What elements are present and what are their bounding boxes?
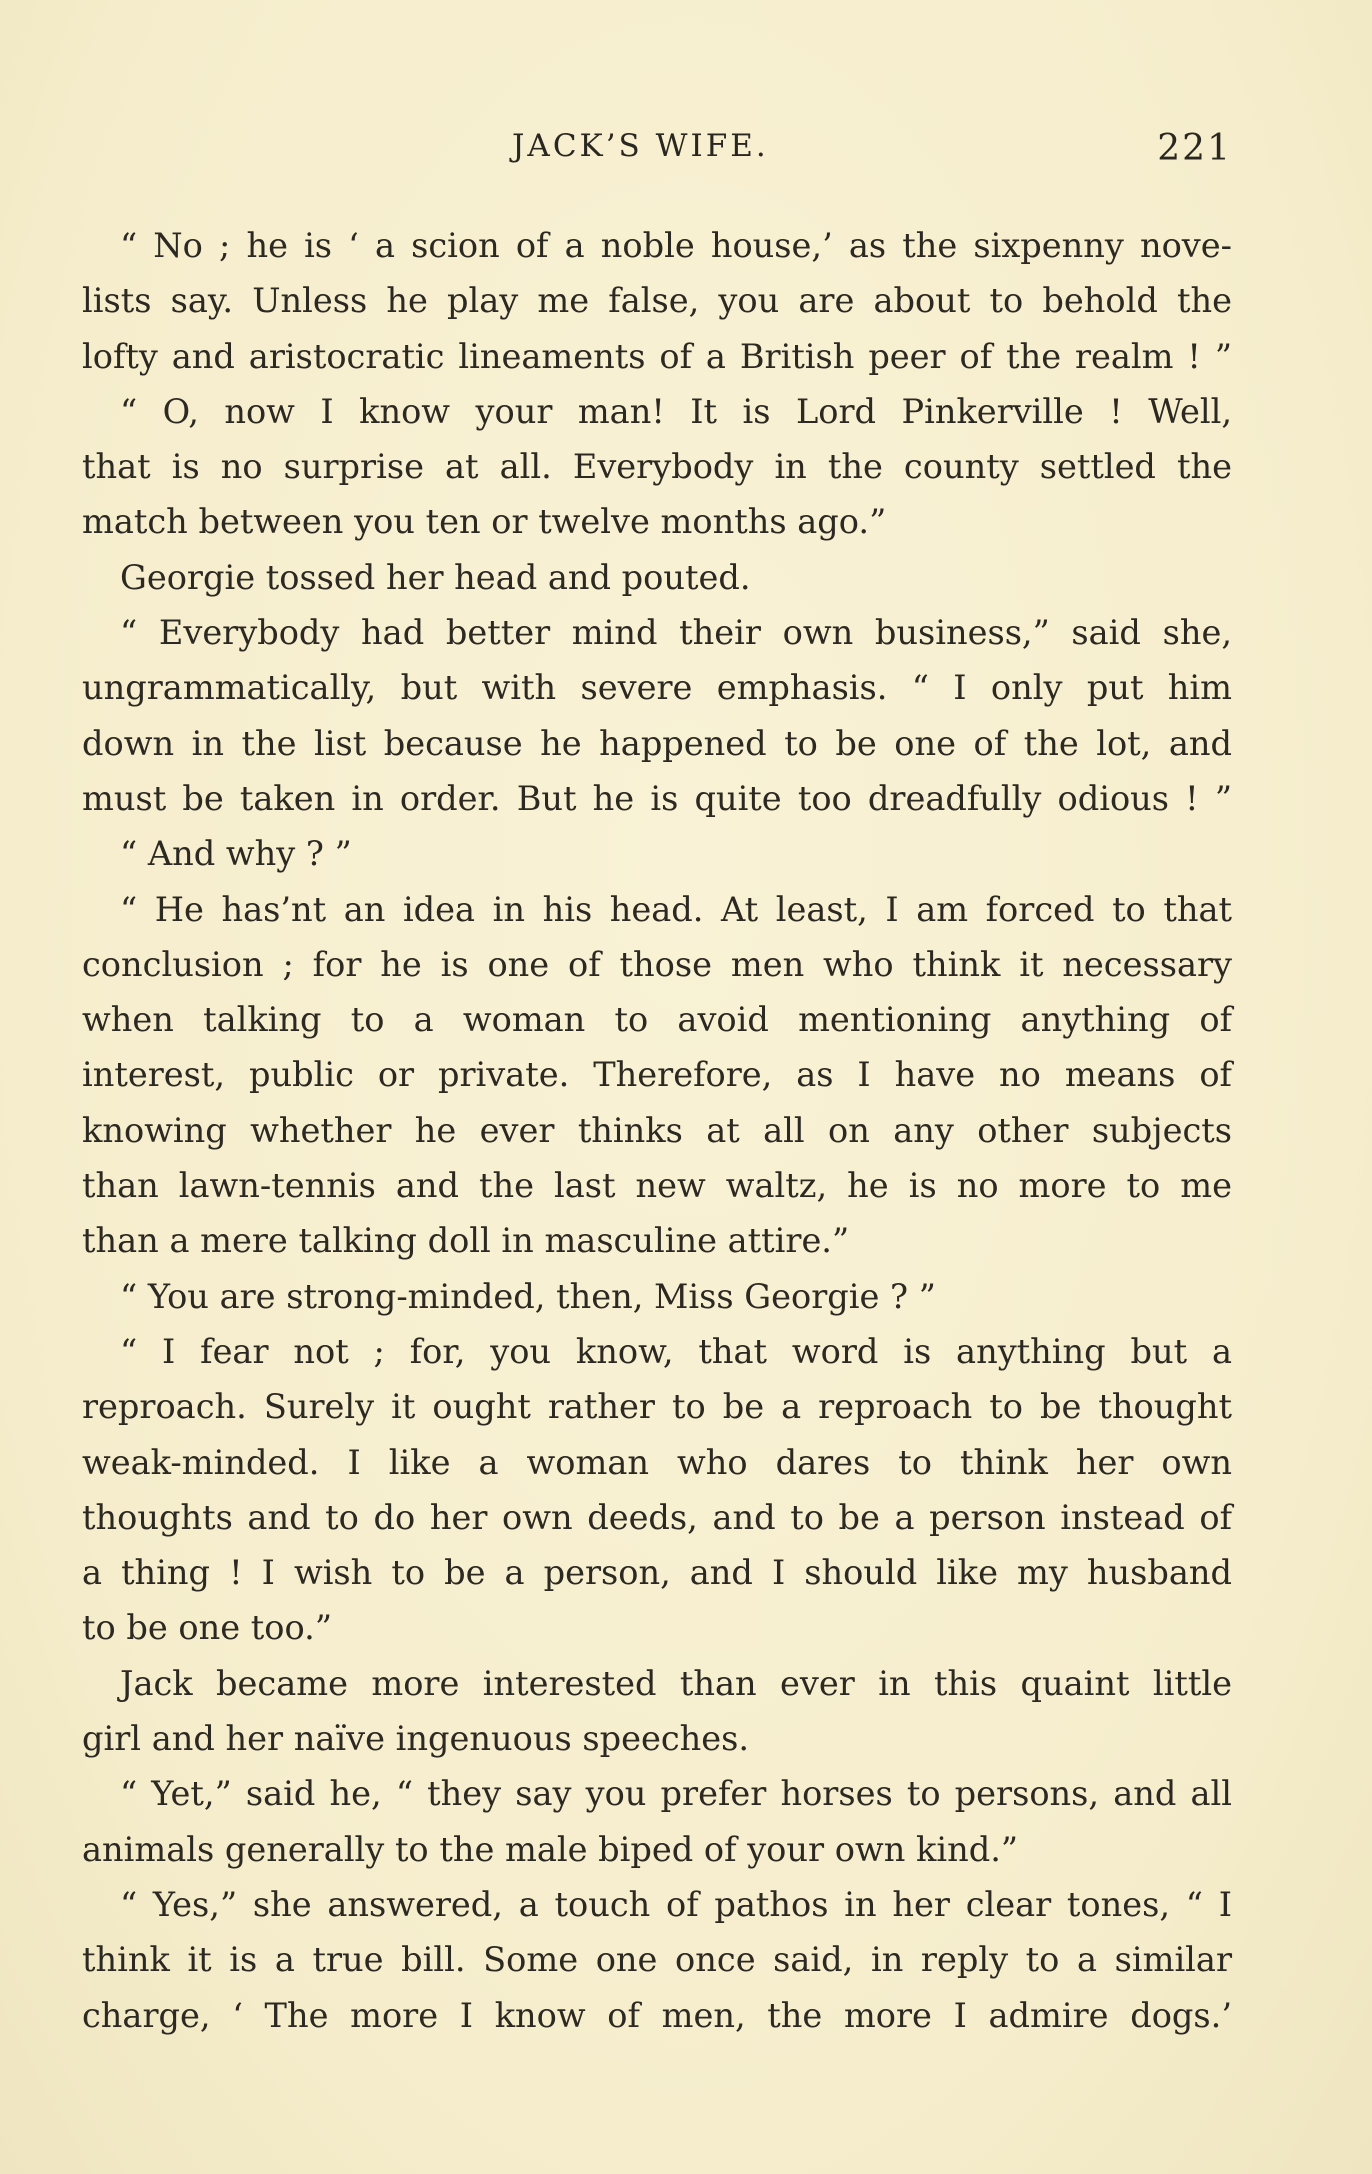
text-line: ungrammatically, but with severe emphasis. “ I only put him: [82, 668, 1232, 708]
body-text: [82, 218, 1232, 2043]
text-line: when talking to a woman to avoid mentioning anything of: [82, 1000, 1232, 1040]
text-line: weak-minded. I like a woman who dares to think her own: [82, 1442, 1232, 1482]
text-line: “ Yes,” she answered, a touch of pathos in her clear tones, “ I: [120, 1884, 1232, 1924]
text-line: “ He has’nt an idea in his head. At least, I am forced to that: [120, 889, 1232, 929]
running-title: JACK’S WIFE.: [512, 128, 769, 164]
text-line: to be one too.”: [82, 1608, 332, 1648]
text-line: a thing ! I wish to be a person, and I should like my husband: [82, 1553, 1232, 1593]
text-line: than lawn-tennis and the last new waltz, he is no more to me: [82, 1166, 1232, 1206]
page-number: 221: [1157, 128, 1232, 169]
text-line: lists say. Unless he play me false, you are about to behold the: [82, 281, 1232, 321]
text-line: than a mere talking doll in masculine attire.”: [82, 1221, 850, 1261]
text-line: lofty and aristocratic lineaments of a British peer of the realm ! ”: [82, 336, 1232, 376]
text-line: reproach. Surely it ought rather to be a reproach to be thought: [82, 1387, 1232, 1427]
text-line: thoughts and to do her own deeds, and to be a person instead of: [82, 1497, 1232, 1537]
text-line: that is no surprise at all. Everybody in the county settled the: [82, 447, 1232, 487]
text-line: “ Yet,” said he, “ they say you prefer horses to persons, and all: [120, 1774, 1232, 1814]
text-line: think it is a true bill. Some one once said, in reply to a similar: [82, 1940, 1232, 1980]
text-line: interest, public or private. Therefore, as I have no means of: [82, 1055, 1232, 1095]
page-header: [82, 128, 1232, 178]
text-line: “ And why ? ”: [120, 834, 352, 874]
text-line: girl and her naïve ingenuous speeches.: [82, 1719, 750, 1759]
text-line: must be taken in order. But he is quite too dreadfully odious ! ”: [82, 778, 1232, 818]
text-line: charge, ‘ The more I know of men, the more I admire dogs.’: [82, 1995, 1232, 2035]
text-line: animals generally to the male biped of your own kind.”: [82, 1829, 1019, 1869]
text-line: match between you ten or twelve months ago.”: [82, 502, 887, 542]
text-line: conclusion ; for he is one of those men who think it necessary: [82, 944, 1232, 984]
text-line: “ O, now I know your man! It is Lord Pinkerville ! Well,: [120, 391, 1232, 431]
text-line: “ I fear not ; for, you know, that word is anything but a: [120, 1331, 1232, 1371]
text-line: knowing whether he ever thinks at all on any other subjects: [82, 1110, 1232, 1150]
text-line: “ No ; he is ‘ a scion of a noble house,’ as the sixpenny nove-: [120, 226, 1232, 265]
text-line: Georgie tossed her head and pouted.: [120, 557, 751, 597]
text-line: down in the list because he happened to be one of the lot, and: [82, 723, 1232, 763]
text-line: Jack became more interested than ever in this quaint little: [120, 1663, 1232, 1703]
text-line: “ You are strong-minded, then, Miss Georgie ? ”: [120, 1276, 936, 1316]
text-line: “ Everybody had better mind their own business,” said she,: [120, 613, 1232, 653]
